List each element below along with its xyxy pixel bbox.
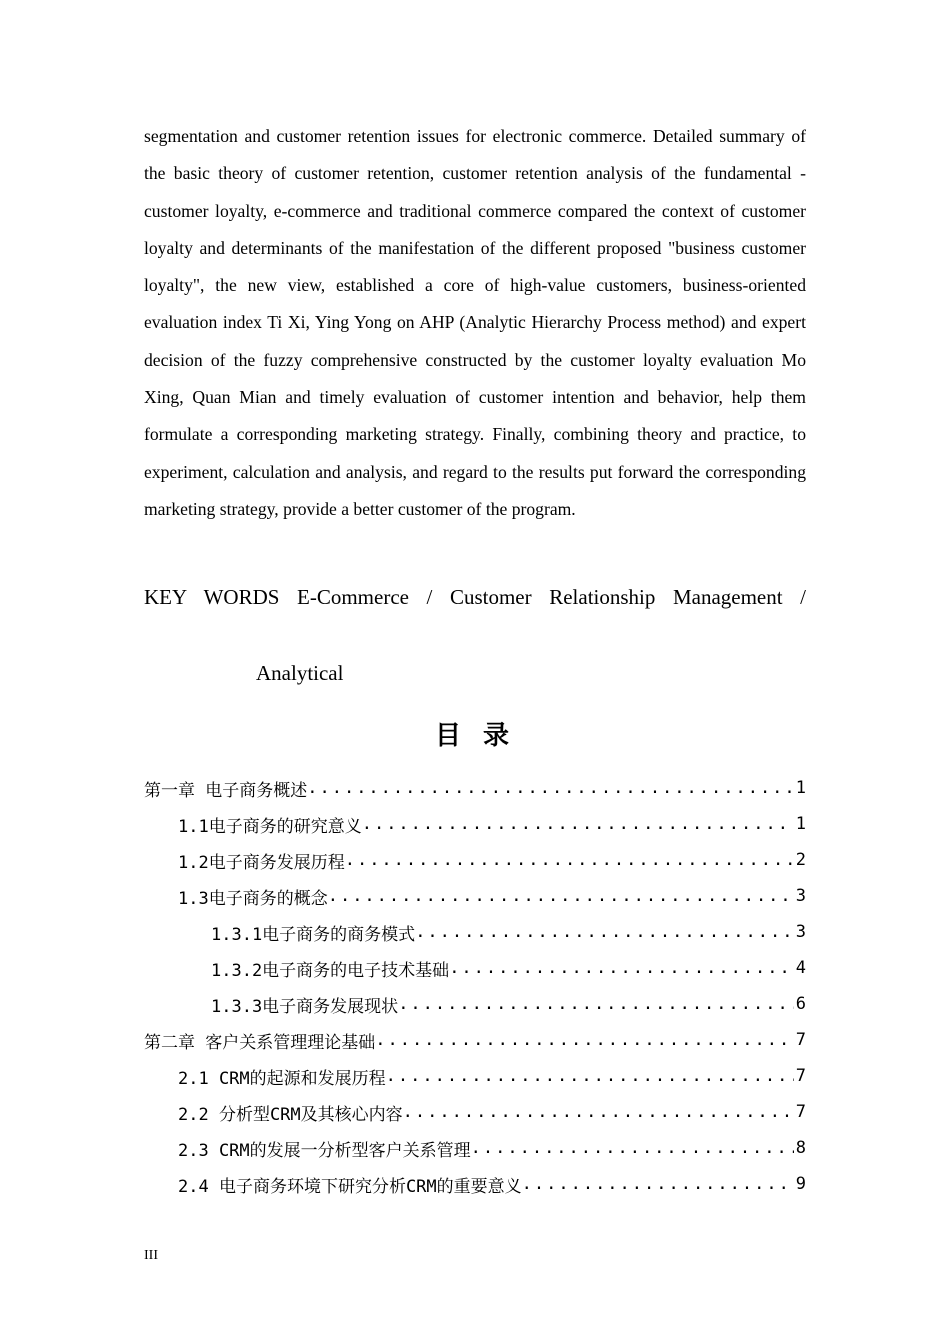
keywords-continuation: Analytical xyxy=(256,661,344,685)
toc-entry-title: 2.4 电子商务环境下研究分析CRM的重要意义 xyxy=(178,1176,522,1197)
abstract-paragraph: segmentation and customer retention issues for electronic commerce. Detailed summary of the basic theory of customer retention, customer retention analysis of the fundamental - customer loyalty, e-commerce and traditional commerce compared the context of customer loyalty and determinants of the manifestation of the different proposed "business customer loyalty", the new view, established a core of high-value customers, business-oriented evaluation index Ti Xi, Ying Yong on AHP (Analytic Hierarchy Process method) and expert decision of the fuzzy comprehensive constructed by the customer loyalty evaluation Mo Xing, Quan Mian and timely evaluation of customer intention and behavior, help them formulate a corresponding marketing strategy. Finally, combining theory and practice, to experiment, calculation and analysis, and regard to the results put forward the corresponding marketing strategy, provide a better customer of the program. xyxy=(144,126,806,519)
toc-leader-dots xyxy=(449,958,794,978)
toc-entry[interactable] xyxy=(144,986,806,1022)
toc-entry[interactable] xyxy=(144,1130,806,1166)
toc-entry-title: 1.3.1电子商务的商务模式 xyxy=(211,924,416,945)
toc-entry[interactable] xyxy=(144,1094,806,1130)
toc-entry[interactable] xyxy=(144,770,806,806)
toc-leader-dots xyxy=(328,886,794,906)
toc-leader-dots xyxy=(415,922,794,942)
toc-entry[interactable] xyxy=(144,1058,806,1094)
toc-leader-dots xyxy=(398,994,794,1014)
page-number: III xyxy=(144,1248,158,1263)
toc-entry-title: 1.3电子商务的概念 xyxy=(178,888,328,909)
toc-entry-page: 1 xyxy=(795,778,806,798)
toc-entry-page: 7 xyxy=(795,1102,806,1122)
toc-entry-title: 1.3.3电子商务发展现状 xyxy=(211,996,399,1017)
toc-entry-title: 1.1电子商务的研究意义 xyxy=(178,816,362,837)
toc-entry[interactable] xyxy=(144,878,806,914)
toc-entry-page: 2 xyxy=(795,850,806,870)
toc-leader-dots xyxy=(362,814,794,834)
toc-entry-page: 3 xyxy=(795,886,806,906)
toc-leader-dots xyxy=(386,1066,794,1086)
toc-entry-page: 7 xyxy=(795,1030,806,1050)
toc-entry-page: 7 xyxy=(795,1066,806,1086)
toc-entry-title: 2.1 CRM的起源和发展历程 xyxy=(178,1068,386,1089)
toc-leader-dots xyxy=(522,1174,794,1194)
toc-entry[interactable] xyxy=(144,1022,806,1058)
toc-entry-page: 8 xyxy=(795,1138,806,1158)
toc-entry[interactable] xyxy=(144,1166,806,1202)
toc-entry-title: 第一章 电子商务概述 xyxy=(144,780,308,801)
toc-entry-title: 2.3 CRM的发展一分析型客户关系管理 xyxy=(178,1140,471,1161)
toc-entry[interactable] xyxy=(144,950,806,986)
toc-entry[interactable] xyxy=(144,842,806,878)
toc-leader-dots xyxy=(403,1102,794,1122)
toc-entry-title: 1.3.2电子商务的电子技术基础 xyxy=(211,960,450,981)
keywords-line: KEY WORDS E-Commerce / Customer Relationship Management / xyxy=(144,585,806,609)
toc-entry-page: 1 xyxy=(795,814,806,834)
toc-entry-page: 9 xyxy=(795,1174,806,1194)
toc-title: 目录 xyxy=(434,721,531,751)
toc-leader-dots xyxy=(375,1030,794,1050)
toc-entry-title: 第二章 客户关系管理理论基础 xyxy=(144,1032,376,1053)
table-of-contents xyxy=(144,770,806,1202)
toc-entry-page: 4 xyxy=(795,958,806,978)
toc-leader-dots xyxy=(345,850,794,870)
toc-entry-title: 1.2电子商务发展历程 xyxy=(178,852,345,873)
toc-entry[interactable] xyxy=(144,806,806,842)
toc-leader-dots xyxy=(307,778,794,798)
toc-leader-dots xyxy=(471,1138,794,1158)
toc-entry[interactable] xyxy=(144,914,806,950)
toc-entry-title: 2.2 分析型CRM及其核心内容 xyxy=(178,1104,403,1125)
toc-entry-page: 6 xyxy=(795,994,806,1014)
toc-entry-page: 3 xyxy=(795,922,806,942)
